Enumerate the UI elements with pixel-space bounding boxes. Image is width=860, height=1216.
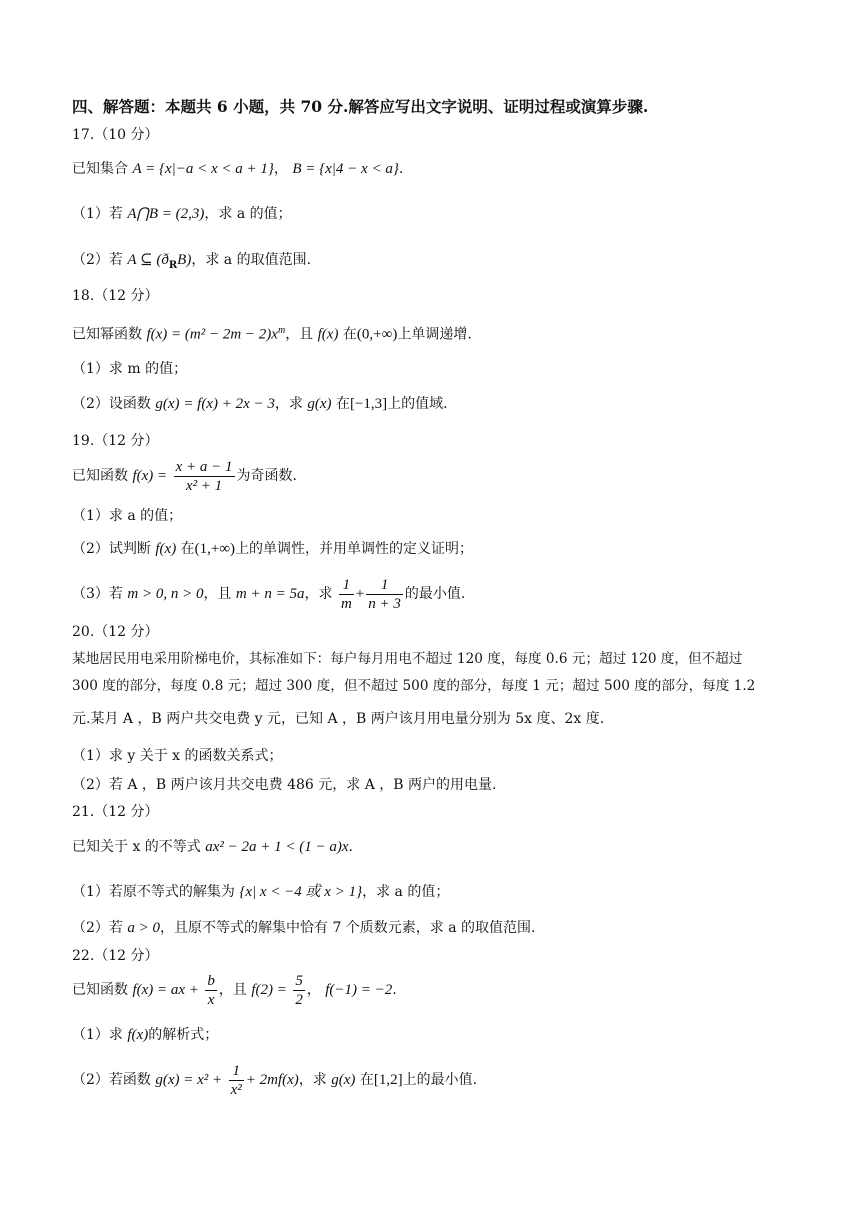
q17-part1: （1）若 A⋂B = (2,3)，求 a 的值；	[72, 206, 292, 222]
q22-stem: 已知函数 f(x) = ax + $\frac{b}{x}$ ，且 f(2) = $\frac{5}{2}$ ， f(−1) = −2.	[72, 972, 397, 1008]
q20-part1: （1）求 y 关于 x 的函数关系式；	[72, 748, 283, 764]
q22-part1: （1）求 f(x)的解析式；	[72, 1027, 219, 1043]
section-heading: 四、解答题：本题共 6 小题，共 70 分.解答应写出文字说明、证明过程或演算步骤.	[72, 97, 649, 116]
q21-part1: （1）若原不等式的解集为 {x| x < −4 或 x > 1}，求 a 的值；	[72, 884, 450, 900]
q19-part3: （3）若 m > 0, n > 0，且 m + n = 5a，求 $\frac{1}{m}$ + $\frac{1}{n + 3}$ 的最小值.	[72, 576, 466, 612]
q21-number: 21.（12 分）	[72, 804, 159, 820]
q20-line2: 300 度的部分，每度 0.8 元；超过 300 度，但不超过 500 度的部分，每度 1 元；超过 500 度的部分，每度 1.2	[72, 678, 756, 694]
q20-line3: 元.某月 A ，B 两户共交电费 y 元，已知 A ，B 两户该月用电量分别为 5x 度、2x 度.	[72, 711, 605, 727]
q17-number: 17.（10 分）	[72, 127, 159, 143]
set-a: A = {x|−a < x < a + 1}	[132, 161, 274, 177]
q19-number: 19.（12 分）	[72, 433, 159, 449]
frac-1-over-x2: $\frac{1}{\text{x²}}$	[230, 1062, 242, 1098]
q20-line1: 某地居民用电采用阶梯电价，其标准如下：每户每月用电不超过 120 度，每度 0.6 元；超过 120 度，但不超过	[72, 651, 743, 667]
frac-5-over-2: $\frac{5}{2}$	[295, 972, 303, 1008]
q19-stem: 已知函数 f(x) = $\frac{x + a - 1}{\text{x² + 1}}$ 为奇函数.	[72, 458, 297, 494]
q20-part2: （2）若 A ，B 两户该月共交电费 486 元，求 A ，B 两户的用电量.	[72, 777, 497, 793]
q19-part1: （1）求 a 的值；	[72, 508, 183, 524]
q17-part2: （2）若 A ⊆ $(ð_RB)$，求 a 的取值范围.	[72, 252, 312, 271]
set-b: B = {x|4 − x < a}	[292, 161, 399, 177]
frac-1-over-n3: $\frac{1}{n + 3}$	[368, 576, 401, 612]
q19-part2: （2）试判断 f(x) 在(1,+∞)上的单调性，并用单调性的定义证明；	[72, 541, 474, 557]
q19-fraction: $\frac{x + a - 1}{\text{x² + 1}}$	[175, 458, 233, 494]
frac-1-over-m: $\frac{1}{m}$	[340, 576, 352, 612]
frac-b-over-x: $\frac{b}{x}$	[207, 972, 215, 1008]
q18-part2: （2）设函数 g(x) = f(x) + 2x − 3，求 g(x) 在[−1,3]上的值域.	[72, 396, 448, 412]
q20-number: 20.（12 分）	[72, 624, 159, 640]
q22-part2: （2）若函数 g(x) = x² + $\frac{1}{\text{x²}}$ + 2mf(x)，求 g(x) 在[1,2]上的最小值.	[72, 1062, 478, 1098]
q21-stem: 已知关于 x 的不等式 ax² − 2a + 1 < (1 − a)x.	[72, 839, 353, 855]
q18-stem: 已知幂函数 $f(x) = (m^2 - 2m - 2)x^m$，且 f(x) 在(0,+∞)上单调递增.	[72, 325, 472, 343]
q21-part2: （2）若 a > 0，且原不等式的解集中恰有 7 个质数元素，求 a 的取值范围.	[72, 920, 536, 936]
q22-number: 22.（12 分）	[72, 948, 159, 964]
q18-part1: （1）求 m 的值；	[72, 361, 188, 377]
q17-stem: 已知集合 A = {x|−a < x < a + 1}， B = {x|4 − x < a}.	[72, 161, 404, 177]
q18-number: 18.（12 分）	[72, 288, 159, 304]
